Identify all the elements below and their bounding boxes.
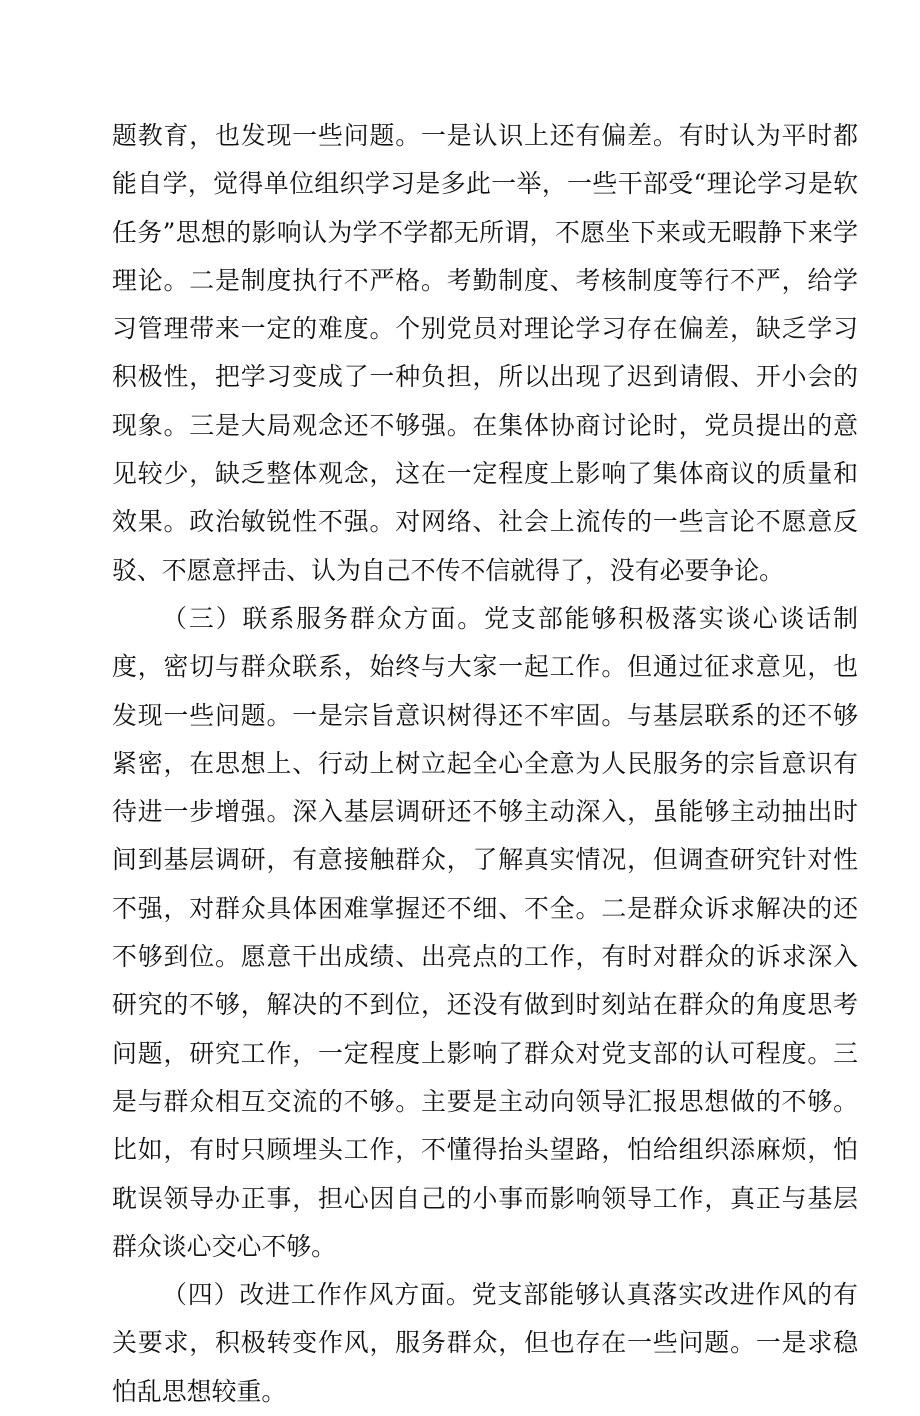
paragraph-continued: 题教育，也发现一些问题。一是认识上还有偏差。有时认为平时都能自学，觉得单位组织学习是多此一举，一些干部受“理论学习是软任务”思想的影响认为学不学都无所谓，不愿坐下来或无暇静下来学理论。二是制度执行不严格。考勤制度、考核制度等行不严，给学习管理带来一定的难度。个别党员对理论学习存在偏差，缺乏学习积极性，把学习变成了一种负担，所以出现了迟到请假、开小会的现象。三是大局观念还不够强。在集体协商讨论时，党员提出的意见较少，缺乏整体观念，这在一定程度上影响了集体商议的质量和效果。政治敏锐性不强。对网络、社会上流传的一些言论不愿意反驳、不愿意抨击、认为自己不传不信就得了，没有必要争论。 bbox=[112, 121, 858, 585]
document-body bbox=[112, 112, 858, 1416]
paragraph-section-four: （四）改进工作作风方面。党支部能够认真落实改进作风的有关要求，积极转变作风，服务群众，但也存在一些问题。一是求稳怕乱思想较重。 bbox=[112, 1280, 858, 1406]
paragraph-section-three: （三）联系服务群众方面。党支部能够积极落实谈心谈话制度，密切与群众联系，始终与大家一起工作。但通过征求意见，也发现一些问题。一是宗旨意识树得还不牢固。与基层联系的还不够紧密，在思想上、行动上树立起全心全意为人民服务的宗旨意识有待进一步增强。深入基层调研还不够主动深入，虽能够主动抽出时间到基层调研，有意接触群众，了解真实情况，但调查研究针对性不强，对群众具体困难掌握还不细、不全。二是群众诉求解决的还不够到位。愿意干出成绩、出亮点的工作，有时对群众的诉求深入研究的不够，解决的不到位，还没有做到时刻站在群众的角度思考问题，研究工作，一定程度上影响了群众对党支部的认可程度。三是与群众相互交流的不够。主要是主动向领导汇报思想做的不够。比如，有时只顾埋头工作，不懂得抬头望路，怕给组织添麻烦，怕耽误领导办正事，担心因自己的小事而影响领导工作，真正与基层群众谈心交心不够。 bbox=[112, 603, 858, 1261]
